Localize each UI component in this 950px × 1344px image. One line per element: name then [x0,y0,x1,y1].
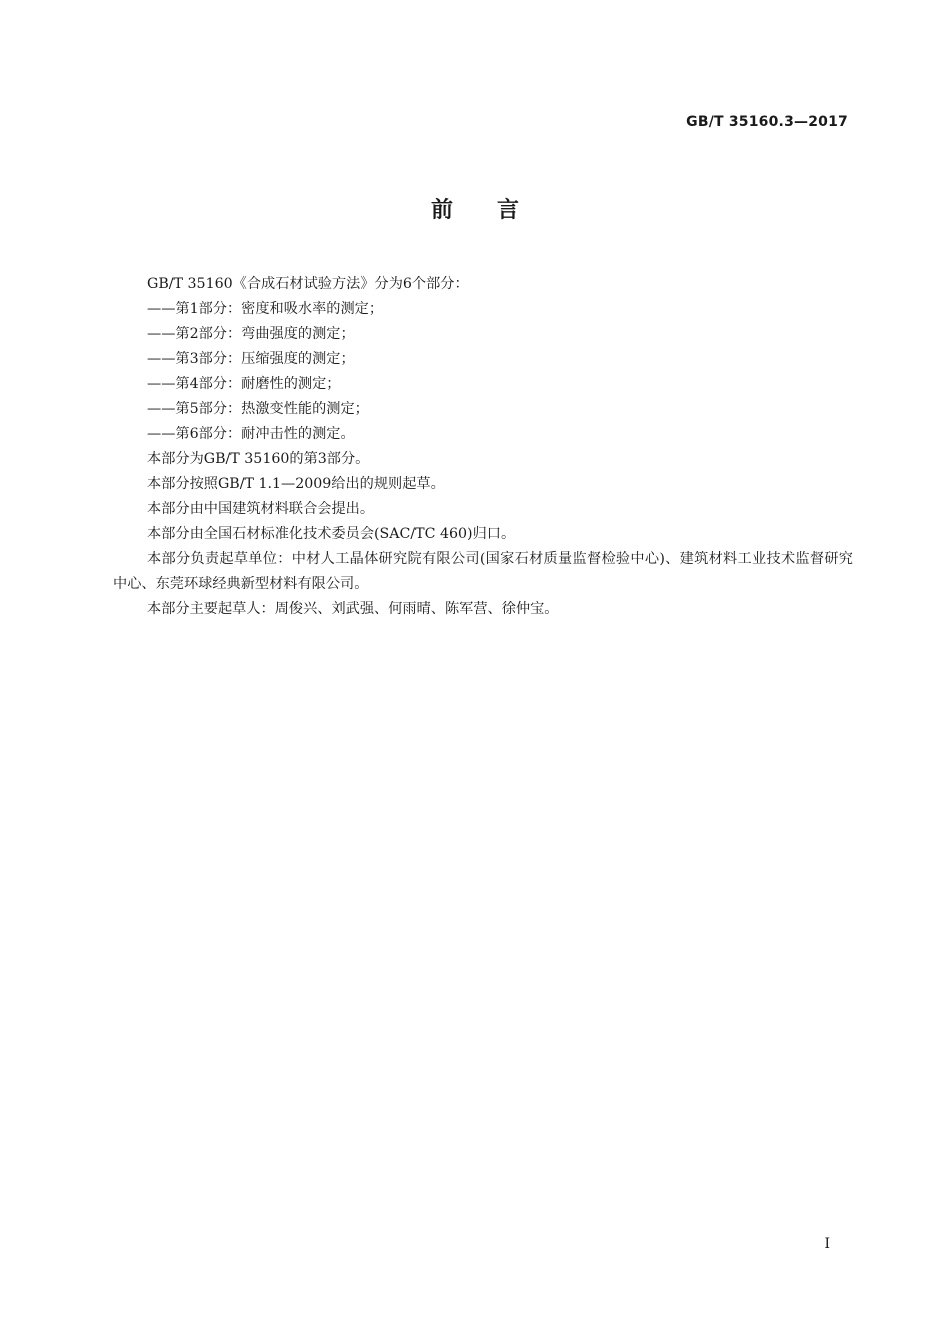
standard-number: GB/T 35160.3—2017 [686,114,848,130]
paragraph-proposed-by: 本部分由中国建筑材料联合会提出。 [147,501,375,517]
paragraph-drafters: 本部分主要起草人：周俊兴、刘武强、何雨晴、陈军营、徐仲宝。 [147,601,559,617]
paragraph-series-intro: GB/T 35160《合成石材试验方法》分为6个部分： [147,276,469,292]
foreword-body [113,272,853,622]
page-number: I [824,1236,830,1252]
list-item-part-5: ——第5部分：热激变性能的测定； [147,401,369,417]
list-item-part-2: ——第2部分：弯曲强度的测定； [147,326,355,342]
list-item-part-3: ——第3部分：压缩强度的测定； [147,351,355,367]
list-item-part-1: ——第1部分：密度和吸水率的测定； [147,301,384,317]
page-title: 前 言 [430,198,519,223]
paragraph-under-jurisdiction: 本部分由全国石材标准化技术委员会(SAC/TC 460)归口。 [147,526,516,542]
list-item-part-4: ——第4部分：耐磨性的测定； [147,376,341,392]
paragraph-this-part: 本部分为GB/T 35160的第3部分。 [147,451,370,467]
paragraph-drafting-rules: 本部分按照GB/T 1.1—2009给出的规则起草。 [147,476,445,492]
list-item-part-6: ——第6部分：耐冲击性的测定。 [147,426,355,442]
paragraph-drafting-units: 本部分负责起草单位：中材人工晶体研究院有限公司(国家石材质量监督检验中心)、建筑材料工业技术监督研究中心、东莞环球经典新型材料有限公司。 [113,551,853,592]
